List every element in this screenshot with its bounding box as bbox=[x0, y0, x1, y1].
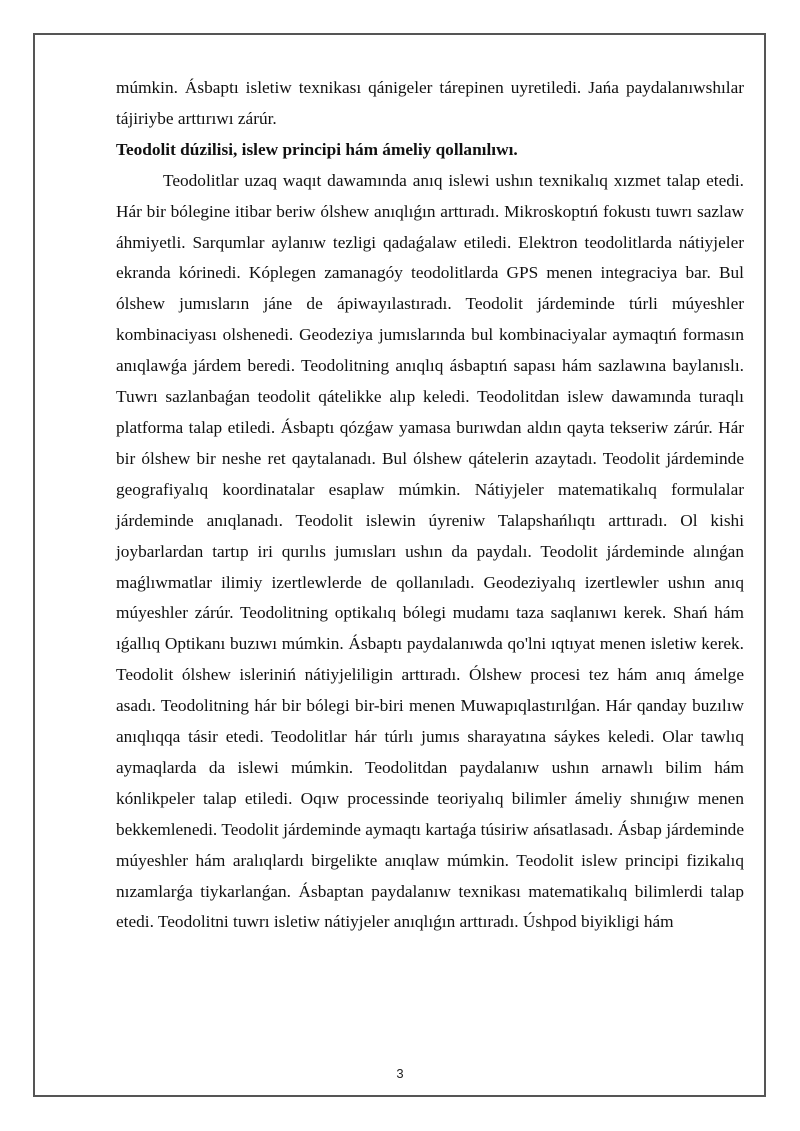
intro-paragraph: múmkin. Ásbaptı isletiw texnikası qánigeler tárepinen uyretiledi. Jańa paydalanıwshılar tájiriybe arttırıwı zárúr. bbox=[116, 78, 744, 128]
document-body bbox=[116, 73, 744, 938]
page-number: 3 bbox=[396, 1066, 404, 1081]
section-heading: Teodolit dúzilisi, islew principi hám ámeliy qollanılıwı. bbox=[116, 139, 518, 159]
body-paragraph: Teodolitlar uzaq waqıt dawamında anıq islewi ushın texnikalıq xızmet talap etedi. Hár bir bólegine itibar beriw ólshew anıqlıǵın arttıradı. Mikroskoptıń fokustı tuwrı sazlaw áhmiyetli. Sarqumlar aylanıw tezligi qadaǵalaw etiledi. Elektron teodolitlarda nátiyjeler ekranda kórinedi. Kóplegen zamanagóy teodolitlarda GPS menen integraciya bar. Bul ólshew jumısların jáne de ápiwayılastıradı. Teodolit járdeminde túrli múyeshler kombinaciyası olshenedi. Geodeziya jumıslarında bul kombinaciyalar aymaqtıń formasın anıqlawǵa járdem beredi. Teodolitning anıqlıq ásbaptıń sapası hám sazlawına baylanıslı. Tuwrı sazlanbaǵan teodolit qátelikke alıp keledi. Teodolitdan islew dawamında turaqlı platforma talap etiledi. Ásbaptı qózǵaw yamasa burıwdan aldın qayta tekseriw zárúr. Hár bir ólshew bir neshe ret qaytalanadı. Bul ólshew qátelerin azaytadı. Teodolit járdeminde geografiyalıq koordinatalar esaplaw múmkin. Nátiyjeler matematikalıq formulalar járdeminde anıqlanadı. Teodolit islewin úyreniw Talapshańlıqtı arttıradı. Ol kishi joybarlardan tartıp iri qurılıs jumısları ushın da paydalı. Teodolit járdeminde alınǵan maǵlıwmatlar ilimiy izertlewlerde de qollanıladı. Geodeziyalıq izertlewler ushın anıq múyeshler zárúr. Teodolitning optikalıq bólegi mudamı taza saqlanıwı kerek. Shań hám ıǵallıq Optikanı buzıwı múmkin. Ásbaptı paydalanıwda qo'lni ıqtıyat menen isletiw kerek. Teodolit ólshew isleriniń nátiyjeliligin arttıradı. Ólshew procesi tez hám anıq ámelge asadı. Teodolitning hár bir bólegi bir-biri menen Muwapıqlastırılǵan. Hár qanday buzılıw anıqlıqqa tásir etedi. Teodolitlar hár túrlı jumıs sharayatına sáykes keledi. Olar tawlıq aymaqlarda da islewi múmkin. Teodolitdan paydalanıw ushın arnawlı bilim hám kónlikpeler talap etiledi. Oqıw processinde teoriyalıq bilimler ámeliy shınıǵıw menen bekkemlenedi. Teodolit járdeminde aymaqtı kartaǵa túsiriw ańsatlasadı. Ásbap járdeminde múyeshler hám aralıqlardı birgelikte anıqlaw múmkin. Teodolit islew principi fizikalıq nızamlarǵa tiykarlanǵan. Ásbaptan paydalanıw texnikası matematikalıq bilimlerdi talap etedi. Teodolitni tuwrı isletiw nátiyjeler anıqlıǵın arttıradı. Úshpod biyikligi hám bbox=[116, 170, 744, 932]
